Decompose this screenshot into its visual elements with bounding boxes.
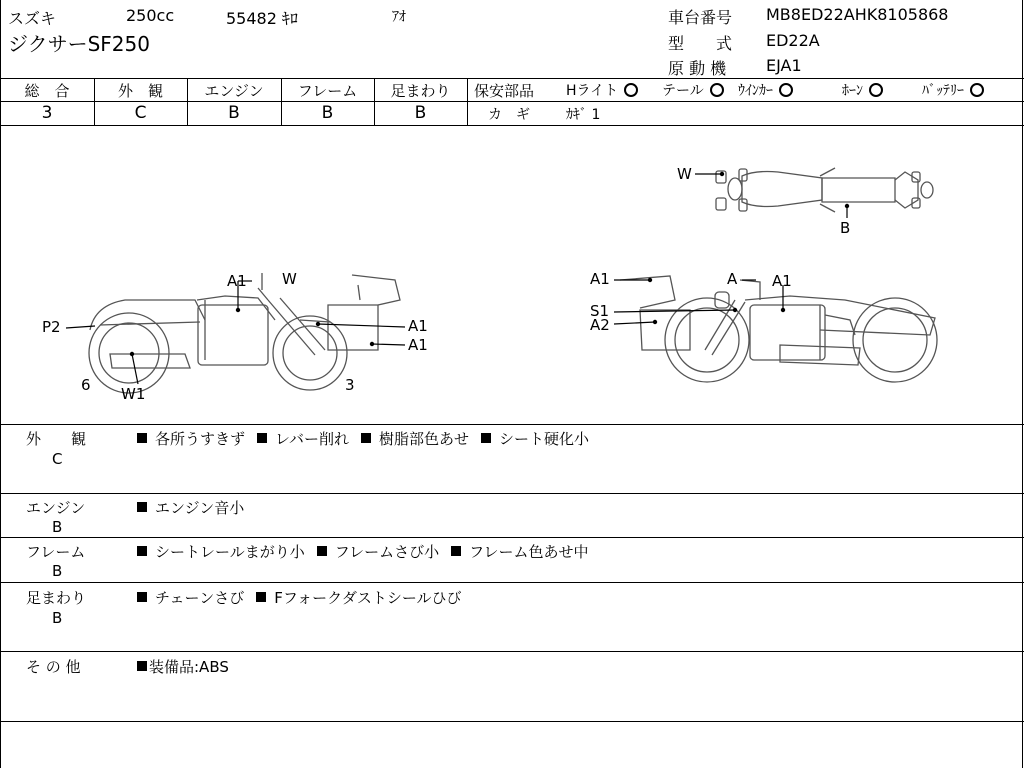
safety-item-winker: ｳｲﾝｶｰ bbox=[738, 80, 793, 100]
grade-header-total: 総 合 bbox=[24, 82, 70, 100]
leader-line bbox=[614, 322, 655, 324]
remark-items-suspension bbox=[137, 587, 474, 608]
diagram-label: W1 bbox=[121, 385, 146, 403]
ok-circle-icon bbox=[710, 83, 724, 97]
damage-point bbox=[720, 172, 724, 176]
safety-mid bbox=[468, 101, 1024, 102]
bullet-icon bbox=[317, 546, 327, 556]
damage-point bbox=[845, 204, 849, 208]
damage-point bbox=[733, 308, 737, 312]
frame-no: MB8ED22AHK8105868 bbox=[766, 5, 949, 24]
key-value: ｶｷﾞ 1 bbox=[566, 107, 601, 123]
safety-item-horn: ﾎｰﾝ bbox=[842, 80, 883, 100]
displacement: 250cc bbox=[126, 6, 175, 25]
damage-point bbox=[781, 308, 785, 312]
engine-label: 原 動 機 bbox=[668, 59, 727, 78]
remark-item: シートレールまがり小 bbox=[155, 543, 305, 561]
bullet-icon bbox=[137, 546, 147, 556]
remarks-divider bbox=[0, 493, 1024, 494]
remark-items-exterior bbox=[137, 428, 601, 449]
maker: スズキ bbox=[8, 9, 57, 28]
diagram-label: P2 bbox=[42, 318, 61, 336]
remark-item: 樹脂部色あせ bbox=[378, 430, 469, 448]
ok-circle-icon bbox=[779, 83, 793, 97]
model-type-label: 型 式 bbox=[668, 34, 733, 53]
safety-item-battery: ﾊﾞｯﾃﾘｰ bbox=[922, 80, 984, 100]
diagram-label: 6 bbox=[81, 376, 91, 394]
remark-items-frame bbox=[137, 541, 601, 562]
diagram-label: A bbox=[727, 270, 738, 288]
safety-item-tail: テール bbox=[662, 80, 724, 100]
remark-items-other bbox=[137, 656, 241, 677]
remark-title-exterior: 外 観 bbox=[26, 430, 87, 448]
bullet-icon bbox=[256, 592, 266, 602]
color: ｱｵ bbox=[392, 9, 406, 25]
grade-header-engine: エンジン bbox=[204, 82, 264, 100]
grade-frame: B bbox=[321, 103, 334, 123]
bullet-icon bbox=[481, 433, 491, 443]
diagram-label: B bbox=[840, 219, 851, 237]
remark-items-engine bbox=[137, 497, 256, 518]
frame-no-label: 車台番号 bbox=[668, 8, 733, 27]
remarks-divider bbox=[0, 537, 1024, 538]
remark-grade-suspension: B bbox=[52, 609, 63, 627]
remark-item: 装備品:ABS bbox=[149, 658, 229, 676]
model-type: ED22A bbox=[766, 31, 820, 50]
remarks-divider bbox=[0, 582, 1024, 583]
grade-table-mid bbox=[0, 101, 468, 102]
right-side-view-icon bbox=[620, 276, 937, 382]
diagram-label: A1 bbox=[227, 272, 247, 290]
remark-item: チェーンさび bbox=[155, 589, 245, 607]
remark-item: シート硬化小 bbox=[498, 430, 589, 448]
bullet-icon bbox=[137, 592, 147, 602]
leader-line bbox=[372, 344, 405, 345]
grade-engine: B bbox=[228, 103, 240, 123]
mileage: 55482 ｷﾛ bbox=[226, 9, 298, 28]
model-name: ジクサーSF250 bbox=[8, 32, 150, 56]
damage-point bbox=[653, 320, 657, 324]
damage-point bbox=[130, 352, 134, 356]
ok-circle-icon bbox=[869, 83, 883, 97]
remark-grade-exterior: C bbox=[52, 450, 63, 468]
remark-title-suspension: 足まわり bbox=[26, 589, 87, 607]
grade-exterior: C bbox=[134, 103, 147, 123]
remark-item: レバー削れ bbox=[275, 430, 349, 448]
remark-item: エンジン音小 bbox=[155, 499, 245, 517]
diagram-label: A1 bbox=[408, 317, 428, 335]
remark-grade-frame: B bbox=[52, 562, 63, 580]
safety-title: 保安部品 bbox=[474, 82, 535, 100]
remark-item: フレーム色あせ中 bbox=[469, 543, 589, 561]
diagram-label: W bbox=[282, 270, 297, 288]
bullet-icon bbox=[137, 433, 147, 443]
diagram-label: A1 bbox=[408, 336, 428, 354]
damage-point bbox=[316, 322, 320, 326]
grade-header-exterior: 外 観 bbox=[117, 82, 163, 100]
bullet-icon bbox=[137, 502, 147, 512]
grade-suspension: B bbox=[414, 103, 427, 123]
diagram-bottom bbox=[0, 424, 1024, 425]
remarks-divider bbox=[0, 721, 1024, 722]
diagram-label: A1 bbox=[590, 270, 610, 288]
remark-item: 各所うすきず bbox=[155, 430, 246, 448]
ok-circle-icon bbox=[624, 83, 638, 97]
engine-code: EJA1 bbox=[766, 56, 802, 75]
key-label: カ ギ bbox=[488, 107, 530, 123]
remark-title-frame: フレーム bbox=[26, 543, 86, 561]
diagram-label: A1 bbox=[772, 272, 792, 290]
leader-line bbox=[318, 324, 405, 327]
bullet-icon bbox=[137, 661, 147, 671]
ok-circle-icon bbox=[970, 83, 984, 97]
leader-line bbox=[132, 354, 138, 384]
damage-point bbox=[648, 278, 652, 282]
remark-title-other: そ の 他 bbox=[26, 658, 81, 676]
remark-item: フレームさび小 bbox=[334, 543, 440, 561]
remark-grade-engine: B bbox=[52, 518, 63, 536]
bullet-icon bbox=[257, 433, 267, 443]
damage-point bbox=[236, 308, 240, 312]
top-view-icon bbox=[716, 168, 933, 212]
grade-divider bbox=[467, 78, 468, 125]
remarks-divider bbox=[0, 651, 1024, 652]
bullet-icon bbox=[451, 546, 461, 556]
grade-table-top bbox=[0, 78, 1024, 79]
grade-header-suspension: 足まわり bbox=[390, 82, 451, 100]
grade-total: 3 bbox=[41, 103, 53, 123]
grade-header-frame: フレーム bbox=[297, 82, 358, 100]
bullet-icon bbox=[361, 433, 371, 443]
diagram-label: A2 bbox=[590, 316, 610, 334]
motorcycle-diagram bbox=[0, 126, 1024, 424]
damage-point bbox=[370, 342, 374, 346]
remark-item: Fフォークダストシールひび bbox=[274, 589, 462, 607]
diagram-label: 3 bbox=[345, 376, 355, 394]
safety-item-headlight: Hライト bbox=[566, 80, 638, 100]
diagram-label: S1 bbox=[590, 302, 610, 320]
remark-title-engine: エンジン bbox=[26, 499, 86, 517]
diagram-label: W bbox=[677, 165, 692, 183]
